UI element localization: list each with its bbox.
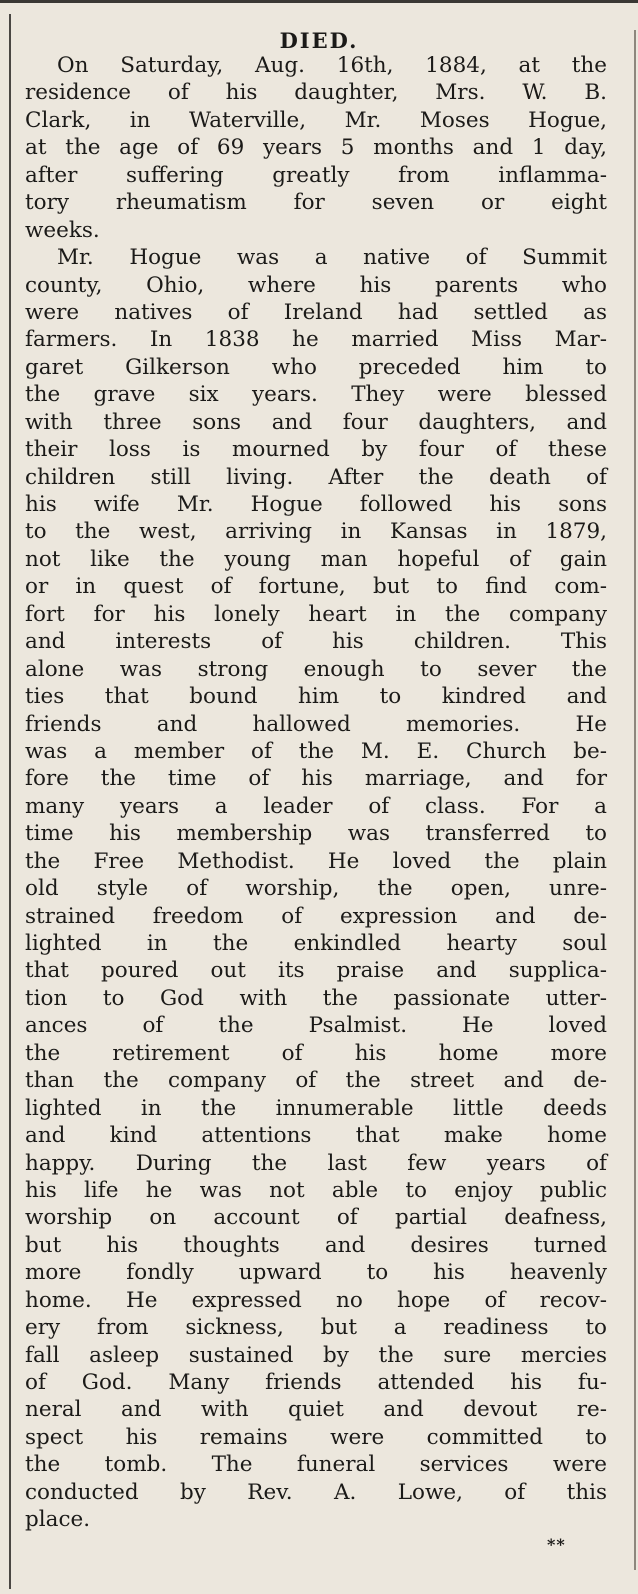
text-line: of God. Many friends attended his fu- xyxy=(25,1370,607,1395)
text-line: or in quest of fortune, but to find com- xyxy=(25,574,607,600)
text-line: fort for his lonely heart in the company xyxy=(25,601,607,627)
text-line: his life he was not able to enjoy public xyxy=(25,1177,607,1203)
text-line: their loss is mourned by four of these xyxy=(25,437,607,463)
text-line: that poured out its praise and supplica- xyxy=(25,958,607,984)
text-line: friends and hallowed memories. He xyxy=(25,711,607,737)
author-signature-asterisks: ** xyxy=(547,1535,566,1554)
text-line: the Free Methodist. He loved the plain xyxy=(25,848,607,874)
text-line: were natives of Ireland had settled as xyxy=(25,299,607,325)
text-line: place. xyxy=(25,1507,91,1533)
text-line: with three sons and four daughters, and xyxy=(25,409,607,435)
text-line: weeks. xyxy=(25,217,100,243)
right-column-edge xyxy=(634,30,636,1570)
text-line: lighted in the innumerable little deeds xyxy=(25,1095,607,1121)
text-line: many years a leader of class. For a xyxy=(25,793,607,819)
text-line: fall asleep sustained by the sure mercies xyxy=(25,1342,607,1368)
text-line: spect his remains were committed to xyxy=(25,1424,607,1450)
text-line: alone was strong enough to sever the xyxy=(25,656,607,682)
obituary-headline: DIED. xyxy=(279,28,359,53)
text-line: home. He expressed no hope of recov- xyxy=(25,1287,607,1313)
text-line: tory rheumatism for seven or eight xyxy=(25,190,607,216)
text-line: the tomb. The funeral services were xyxy=(25,1452,607,1478)
text-line: more fondly upward to his heavenly xyxy=(25,1260,607,1286)
text-line: than the company of the street and de- xyxy=(25,1068,607,1094)
top-column-rule xyxy=(0,0,638,3)
text-line: ances of the Psalmist. He loved xyxy=(25,1013,607,1039)
text-line: On Saturday, Aug. 16th, 1884, at the xyxy=(57,53,607,78)
text-line: ery from sickness, but a readiness to xyxy=(25,1315,607,1341)
text-line: strained freedom of expression and de- xyxy=(25,903,607,929)
text-line: happy. During the last few years of xyxy=(25,1150,607,1176)
text-line: residence of his daughter, Mrs. W. B. xyxy=(25,80,607,106)
text-line: farmers. In 1838 he married Miss Mar- xyxy=(25,327,607,353)
text-line: ties that bound him to kindred and xyxy=(25,684,607,710)
text-line: the grave six years. They were blessed xyxy=(25,382,607,408)
text-line: and interests of his children. This xyxy=(25,629,607,655)
text-line: the retirement of his home more xyxy=(25,1040,607,1066)
text-line: time his membership was transferred to xyxy=(25,821,607,847)
text-line: county, Ohio, where his parents who xyxy=(25,272,607,298)
text-line: his wife Mr. Hogue followed his sons xyxy=(25,492,607,517)
text-line: neral and with quiet and devout re- xyxy=(25,1397,607,1423)
text-line: at the age of 69 years 5 months and 1 day, xyxy=(25,135,607,161)
left-column-rule xyxy=(9,14,11,1589)
text-line: after suffering greatly from inflamma- xyxy=(25,162,607,188)
text-line: children still living. After the death of xyxy=(25,464,607,490)
text-line: not like the young man hopeful of gain xyxy=(25,546,607,572)
text-line: lighted in the enkindled hearty soul xyxy=(25,931,607,956)
text-line: worship on account of partial deafness, xyxy=(25,1205,607,1231)
text-line: conducted by Rev. A. Lowe, of this xyxy=(25,1479,607,1505)
text-line: was a member of the M. E. Church be- xyxy=(25,738,607,764)
text-line: tion to God with the passionate utter- xyxy=(25,985,607,1011)
text-line: and kind attentions that make home xyxy=(25,1123,607,1149)
text-line: Mr. Hogue was a native of Summit xyxy=(57,245,607,271)
text-line: to the west, arriving in Kansas in 1879, xyxy=(25,519,607,545)
obituary-body xyxy=(25,52,607,1534)
text-line: garet Gilkerson who preceded him to xyxy=(25,354,607,380)
text-line: old style of worship, the open, unre- xyxy=(25,876,607,902)
text-line: fore the time of his marriage, and for xyxy=(25,766,607,792)
text-line: Clark, in Waterville, Mr. Moses Hogue, xyxy=(25,107,607,133)
text-line: but his thoughts and desires turned xyxy=(25,1232,607,1258)
